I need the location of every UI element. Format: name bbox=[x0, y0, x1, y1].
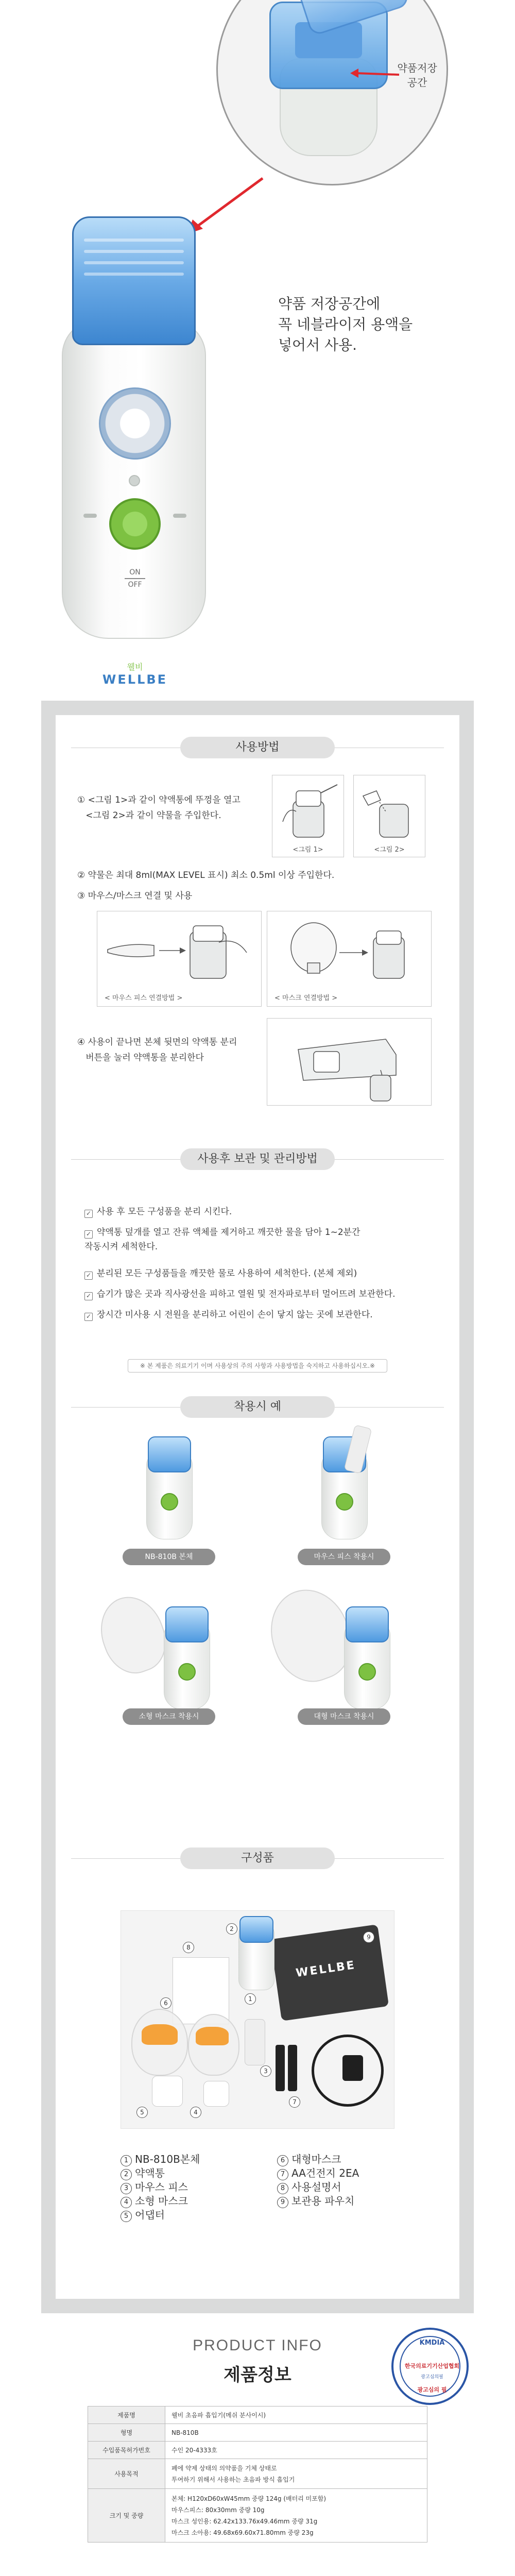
device-on-off-label: ON OFF bbox=[112, 568, 158, 589]
figure-5-detach bbox=[267, 1018, 432, 1106]
mask-connect-icon bbox=[267, 911, 432, 989]
medical-device-notice: ※ 본 제품은 의료기기 이며 사용상의 주의 사항과 사용방법을 숙지하고 사용하십시오.※ bbox=[128, 1359, 387, 1372]
usage-step-2: ② 약물은 최대 8ml(MAX LEVEL 표시) 최소 0.5ml 이상 주입한다. bbox=[77, 870, 335, 880]
component-number: 8 bbox=[277, 2183, 288, 2194]
mouthpiece-connect-icon bbox=[97, 911, 262, 989]
care-item: ✓ 장시간 미사용 시 전원을 분리하고 어린이 손이 닿지 않는 곳에 보관한다. bbox=[84, 1308, 373, 1322]
manual-panel bbox=[41, 701, 474, 2313]
spec-row bbox=[88, 2489, 427, 2543]
example-label: 마우스 피스 착용시 bbox=[298, 1549, 390, 1565]
spec-value: 웰비 초음파 흡입기(메쉬 분사이시) bbox=[165, 2406, 427, 2424]
checkbox-icon: ✓ bbox=[84, 1230, 93, 1239]
component-number: 6 bbox=[277, 2155, 288, 2166]
example-card-large-mask bbox=[267, 1586, 421, 1725]
spec-key: 사용목적 bbox=[88, 2459, 165, 2489]
device-body bbox=[62, 319, 206, 687]
usage-step-1: ① <그림 1>과 같이 약액통에 뚜껑을 열고 <그림 2>과 같이 약물을 주입한다. bbox=[77, 795, 241, 821]
component-item bbox=[277, 2194, 359, 2208]
device-indicator bbox=[129, 475, 140, 486]
components-list-left bbox=[121, 2153, 200, 2222]
device-nozzle bbox=[99, 387, 171, 460]
product-info-title-en: PRODUCT INFO bbox=[193, 2337, 322, 2354]
spec-value: 수인 20-4333호 bbox=[165, 2442, 427, 2459]
example-card-small-mask bbox=[92, 1586, 246, 1725]
manual-image bbox=[173, 1957, 229, 2024]
component-item bbox=[121, 2180, 200, 2194]
components-photo: WELLBE 1 2 3 4 5 6 7 8 9 bbox=[121, 1910, 394, 2129]
care-item: ✓ 분리된 모든 구성품들을 깨끗한 물로 사용하여 세척한다. (본체 제외) bbox=[84, 1266, 357, 1281]
examples-title: 착용시 예 bbox=[180, 1396, 335, 1418]
spec-row bbox=[88, 2406, 427, 2424]
detach-cup-icon bbox=[267, 1019, 432, 1105]
component-name: 어댑터 bbox=[135, 2209, 165, 2221]
checkbox-icon: ✓ bbox=[84, 1210, 93, 1218]
device-brand-logo: 웰비 WELLBE bbox=[102, 662, 168, 687]
example-card-body bbox=[92, 1426, 246, 1565]
components-list-right bbox=[277, 2153, 359, 2208]
pour-medicine-icon bbox=[354, 775, 426, 842]
care-title: 사용후 보관 및 관리방법 bbox=[180, 1148, 335, 1170]
component-name: 소형 마스크 bbox=[135, 2195, 188, 2207]
figure-2: <그림 2> bbox=[353, 775, 425, 857]
spec-row bbox=[88, 2459, 427, 2489]
example-label: 대형 마스크 착용시 bbox=[298, 1708, 390, 1725]
example-label: NB-810B 본체 bbox=[123, 1549, 215, 1565]
component-item bbox=[277, 2153, 359, 2166]
component-name: AA건전지 2EA bbox=[291, 2167, 359, 2179]
component-number: 2 bbox=[121, 2169, 132, 2180]
care-item: ✓ 습기가 많은 곳과 직사광선을 피하고 열원 및 전자파로부터 멀어뜨려 보관한다. bbox=[84, 1287, 396, 1301]
nebulizer-device-illustration bbox=[62, 216, 206, 687]
spec-key: 수입품목허가번호 bbox=[88, 2442, 165, 2459]
hero-section bbox=[0, 0, 515, 687]
checkbox-icon: ✓ bbox=[84, 1272, 93, 1280]
arrow-to-label-icon bbox=[350, 67, 402, 82]
usage-step-4: ④ 사용이 끝나면 본체 뒷면의 약액통 분리 버튼을 눌러 약액통을 분리한다 bbox=[77, 1037, 237, 1063]
component-number: 4 bbox=[121, 2197, 132, 2208]
kmdia-ad-review-seal: KMDIA 한국의료기기산업협회 광고심의필 광고심의 필 bbox=[391, 2328, 469, 2405]
product-info-section bbox=[0, 2318, 515, 2576]
component-item bbox=[277, 2180, 359, 2194]
spec-key: 형명 bbox=[88, 2424, 165, 2442]
component-item bbox=[121, 2194, 200, 2208]
product-spec-table bbox=[88, 2406, 427, 2543]
spec-value: 본체: H120xD60xW45mm 중량 124g (배터리 미포함) 마우스피스: 80x30mm 중량 10g 마스크 성인용: 62.42x133.76x49.46mm 중량 31g 마스크 소아용: 49.68x69.60x71.80mm 중량 23g bbox=[165, 2489, 427, 2543]
cup-zoom-illustration bbox=[216, 0, 448, 185]
device-led-left bbox=[83, 514, 97, 518]
component-number: 1 bbox=[121, 2155, 132, 2166]
example-card-mouthpiece bbox=[267, 1426, 421, 1565]
component-number: 7 bbox=[277, 2169, 288, 2180]
device-power-button bbox=[109, 498, 161, 550]
device-medicine-cup bbox=[72, 216, 196, 345]
spec-value: 폐에 약제 상태의 의약품을 기체 상태로 투여하기 위해서 사용하는 초음파 방식 흡입기 bbox=[165, 2459, 427, 2489]
component-number: 3 bbox=[121, 2183, 132, 2194]
pouch-image: WELLBE bbox=[270, 1924, 389, 2021]
usage-step-3: ③ 마우스/마스크 연결 및 사용 bbox=[77, 891, 193, 901]
component-number: 9 bbox=[277, 2197, 288, 2208]
component-item bbox=[121, 2208, 200, 2222]
component-item bbox=[121, 2153, 200, 2166]
figure-3-mouthpiece: < 마우스 피스 연결방법 > bbox=[97, 911, 262, 1007]
component-name: 사용설명서 bbox=[291, 2181, 341, 2193]
spec-key: 제품명 bbox=[88, 2406, 165, 2424]
spec-row bbox=[88, 2424, 427, 2442]
care-item: ✓ 약액통 덮개를 열고 잔류 액체를 제거하고 깨끗한 물을 담아 1~2분간 작동시켜 세척한다. bbox=[84, 1227, 360, 1252]
care-item: ✓ 사용 후 모든 구성품을 분리 시킨다. bbox=[84, 1205, 232, 1219]
spec-row bbox=[88, 2442, 427, 2459]
checkbox-icon: ✓ bbox=[84, 1313, 93, 1321]
figure-1: <그림 1> bbox=[272, 775, 344, 857]
figure-4-mask: < 마스크 연결방법 > bbox=[267, 911, 432, 1007]
component-name: 약액통 bbox=[135, 2167, 165, 2179]
checkbox-icon: ✓ bbox=[84, 1292, 93, 1300]
component-name: 대형마스크 bbox=[291, 2153, 341, 2165]
component-name: 보관용 파우치 bbox=[291, 2195, 355, 2207]
medicine-storage-label: 약품저장 공간 bbox=[397, 62, 437, 89]
example-label: 소형 마스크 착용시 bbox=[123, 1708, 215, 1725]
spec-key: 크기 및 중량 bbox=[88, 2489, 165, 2543]
component-item bbox=[277, 2166, 359, 2180]
components-title: 구성품 bbox=[180, 1848, 335, 1869]
product-info-title-ko: 제품정보 bbox=[224, 2365, 291, 2385]
usage-title: 사용방법 bbox=[180, 737, 335, 758]
battery-image bbox=[276, 2045, 285, 2091]
open-lid-icon bbox=[272, 775, 345, 842]
spec-value: NB-810B bbox=[165, 2424, 427, 2442]
component-item bbox=[121, 2166, 200, 2180]
device-led-right bbox=[173, 514, 186, 518]
hero-caption: 약품 저장공간에 꼭 네블라이저 용액을 넣어서 사용. bbox=[278, 295, 413, 353]
component-number: 5 bbox=[121, 2211, 132, 2222]
component-name: 마우스 피스 bbox=[135, 2181, 188, 2193]
component-name: NB-810B본체 bbox=[135, 2153, 200, 2165]
